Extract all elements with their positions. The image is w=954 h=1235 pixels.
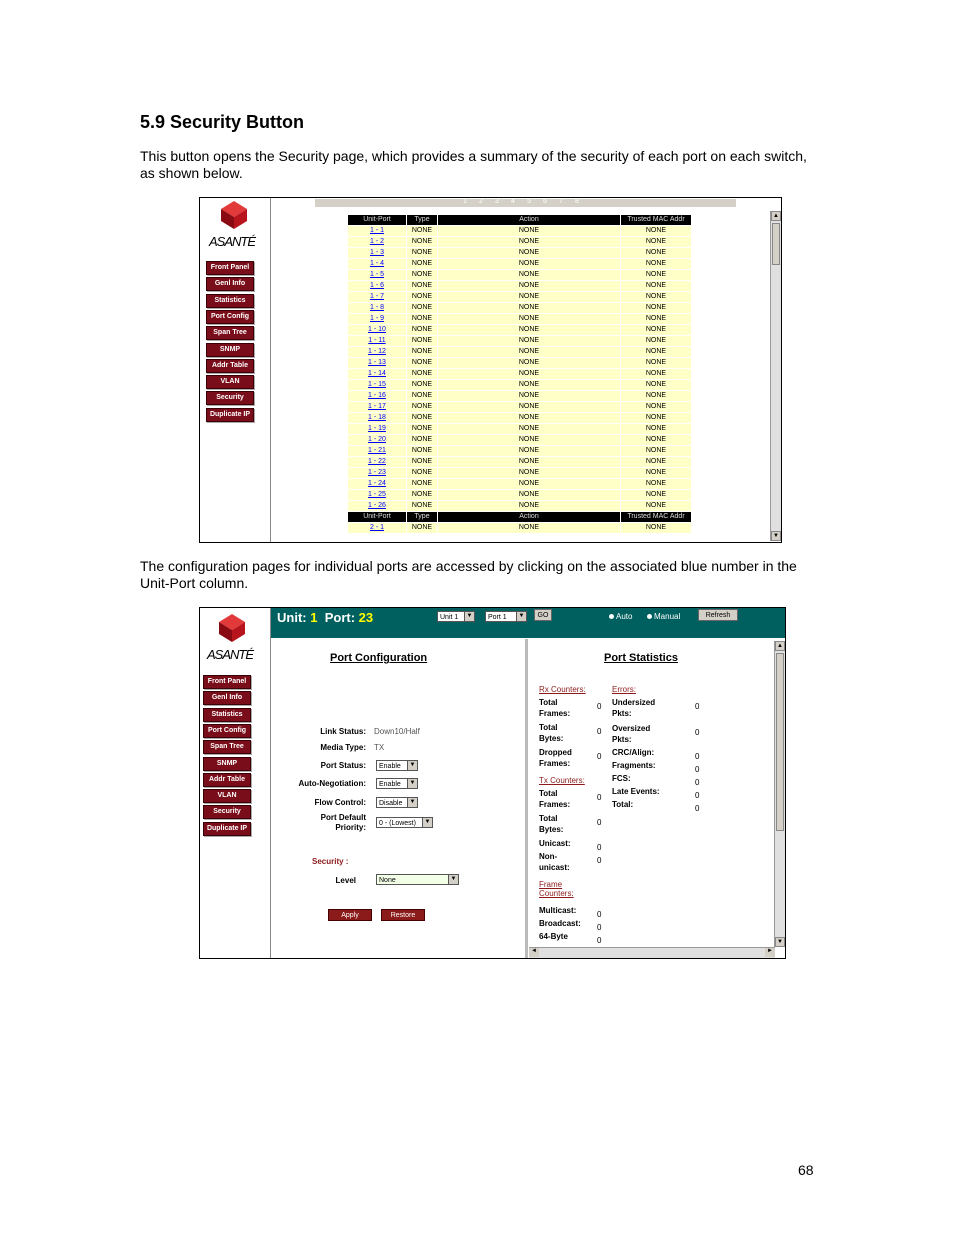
tx-stat-value: 0 <box>597 856 602 865</box>
error-stat-label: Late Events: <box>612 787 660 796</box>
table-cell: NONE <box>621 314 692 325</box>
go-button[interactable]: GO <box>534 609 552 621</box>
table-cell: NONE <box>438 391 621 402</box>
tx-stat-label: Non- unicast: <box>539 852 570 872</box>
page-link-2[interactable]: 2 <box>479 198 483 205</box>
table-cell: NONE <box>407 468 438 479</box>
nav-button-snmp[interactable]: SNMP <box>206 343 254 357</box>
error-stat-label: Total: <box>612 800 634 809</box>
chevron-down-icon: ▼ <box>464 612 474 621</box>
nav-button-span-tree[interactable]: Span Tree <box>203 740 251 754</box>
error-stat-value: 0 <box>695 765 700 774</box>
table-cell: NONE <box>621 402 692 413</box>
priority-select[interactable]: 0 - (Lowest) ▼ <box>376 817 433 828</box>
link-status-label: Link Status: <box>320 727 366 736</box>
nav-button-front-panel[interactable]: Front Panel <box>203 675 251 689</box>
table-cell: NONE <box>621 424 692 435</box>
port-status-select[interactable]: Enable ▼ <box>376 760 418 771</box>
column-header: Type <box>407 215 438 226</box>
table-cell: NONE <box>438 270 621 281</box>
panel-title: Port Statistics <box>604 652 678 664</box>
table-cell: NONE <box>621 281 692 292</box>
table-cell: NONE <box>407 435 438 446</box>
page-link-6[interactable]: 6 <box>543 198 547 205</box>
table-cell: NONE <box>407 391 438 402</box>
unit-port-link[interactable]: 1 - 4 <box>348 259 407 270</box>
top-bar <box>271 608 785 638</box>
horizontal-scrollbar[interactable] <box>529 947 775 958</box>
frame-stat-label: Multicast: <box>539 906 577 915</box>
unit-port-link[interactable]: 1 - 11 <box>348 336 407 347</box>
column-header: Trusted MAC Addr <box>621 215 692 226</box>
page-link-8[interactable]: 8 <box>575 198 579 205</box>
error-stat-value: 0 <box>695 728 700 737</box>
table-row <box>348 325 692 336</box>
unit-port-title <box>277 610 373 625</box>
table-cell: NONE <box>438 424 621 435</box>
table-header-row <box>348 215 692 226</box>
unit-port-link[interactable]: 1 - 5 <box>348 270 407 281</box>
table-cell: NONE <box>621 303 692 314</box>
table-row <box>348 501 692 512</box>
table-cell: NONE <box>407 237 438 248</box>
nav-button-genl-info[interactable]: Genl Info <box>206 277 254 291</box>
frame-stat-value: 0 <box>597 910 602 919</box>
error-stat-label: CRC/Align: <box>612 748 655 757</box>
tx-stat-value: 0 <box>597 843 602 852</box>
table-row <box>348 457 692 468</box>
table-cell: NONE <box>621 391 692 402</box>
table-cell: NONE <box>438 314 621 325</box>
table-cell: NONE <box>621 446 692 457</box>
table-cell: NONE <box>438 237 621 248</box>
column-header: Type <box>407 512 438 523</box>
port-config-screenshot <box>199 607 786 959</box>
table-cell: NONE <box>621 325 692 336</box>
column-header: Unit-Port <box>348 512 407 523</box>
unit-port-link[interactable]: 1 - 10 <box>348 325 407 336</box>
panel-title: Port Configuration <box>330 652 428 664</box>
rx-stat-label: Total Frames: <box>539 698 571 718</box>
manual-radio[interactable]: Manual <box>647 612 680 621</box>
nav-button-vlan[interactable]: VLAN <box>203 789 251 803</box>
unit-port-link[interactable]: 2 - 1 <box>348 523 407 534</box>
unit-port-link[interactable]: 1 - 12 <box>348 347 407 358</box>
nav-button-statistics[interactable]: Statistics <box>206 294 254 308</box>
nav-button-duplicate-ip[interactable]: Duplicate IP <box>203 822 251 836</box>
table-cell: NONE <box>621 270 692 281</box>
table-cell: NONE <box>407 523 438 534</box>
table-cell: NONE <box>407 479 438 490</box>
tx-stat-value: 0 <box>597 818 602 827</box>
rx-stat-value: 0 <box>597 752 602 761</box>
table-row <box>348 523 692 534</box>
table-cell: NONE <box>438 259 621 270</box>
table-cell: NONE <box>621 523 692 534</box>
logo-cube-icon <box>219 200 249 230</box>
table-cell: NONE <box>621 501 692 512</box>
table-cell: NONE <box>438 336 621 347</box>
scroll-up-icon[interactable]: ▲ <box>771 211 781 221</box>
table-cell: NONE <box>407 490 438 501</box>
logo-text: ASANTÉ <box>207 647 254 662</box>
unit-port-link[interactable]: 1 - 15 <box>348 380 407 391</box>
unit-port-link[interactable]: 1 - 2 <box>348 237 407 248</box>
unit-port-link[interactable]: 1 - 16 <box>348 391 407 402</box>
chevron-down-icon: ▼ <box>448 875 458 884</box>
scroll-right-icon[interactable]: ► <box>765 948 775 957</box>
error-stat-value: 0 <box>695 702 700 711</box>
table-cell: NONE <box>621 336 692 347</box>
unit-port-link[interactable]: 1 - 9 <box>348 314 407 325</box>
table-row <box>348 435 692 446</box>
table-row <box>348 303 692 314</box>
table-cell: NONE <box>621 380 692 391</box>
table-row <box>348 314 692 325</box>
page-link-7[interactable]: 7 <box>559 198 563 205</box>
column-header: Trusted MAC Addr <box>621 512 692 523</box>
unit-port-link[interactable]: 1 - 8 <box>348 303 407 314</box>
unit-port-link[interactable]: 1 - 13 <box>348 358 407 369</box>
nav-button-port-config[interactable]: Port Config <box>203 724 251 738</box>
table-cell: NONE <box>438 369 621 380</box>
tx-counters-link[interactable]: Tx Counters: <box>539 776 585 785</box>
error-stat-value: 0 <box>695 778 700 787</box>
unit-port-link[interactable]: 1 - 26 <box>348 501 407 512</box>
logo-text: ASANTÉ <box>209 234 256 249</box>
flow-control-select[interactable]: Disable ▼ <box>376 797 418 808</box>
port-select[interactable]: Port 1 ▼ <box>485 611 527 622</box>
table-cell: NONE <box>407 303 438 314</box>
table-cell: NONE <box>621 347 692 358</box>
table-cell: NONE <box>407 336 438 347</box>
nav-button-vlan[interactable]: VLAN <box>206 375 254 389</box>
vertical-scrollbar[interactable] <box>770 211 781 541</box>
security-page-screenshot <box>199 197 782 543</box>
table-cell: NONE <box>407 248 438 259</box>
level-select[interactable]: None ▼ <box>376 874 459 885</box>
frame-counters-link[interactable]: Frame Counters: <box>539 880 574 898</box>
priority-label-2: Priority: <box>335 823 366 832</box>
column-header: Unit-Port <box>348 215 407 226</box>
table-cell: NONE <box>621 435 692 446</box>
table-cell: NONE <box>438 226 621 237</box>
table-row <box>348 413 692 424</box>
table-cell: NONE <box>438 281 621 292</box>
table-cell: NONE <box>407 358 438 369</box>
unit-port-link[interactable]: 1 - 24 <box>348 479 407 490</box>
link-status-value: Down10/Half <box>374 727 420 736</box>
error-stat-value: 0 <box>695 804 700 813</box>
unit-port-link[interactable]: 1 - 20 <box>348 435 407 446</box>
rx-stat-value: 0 <box>597 727 602 736</box>
chevron-down-icon: ▼ <box>407 761 417 770</box>
table-cell: NONE <box>407 369 438 380</box>
table-row <box>348 270 692 281</box>
tx-stat-label: Total Frames: <box>539 789 571 809</box>
error-stat-label: Undersized Pkts: <box>612 698 656 718</box>
page-link-4[interactable]: 4 <box>511 198 515 205</box>
asante-logo <box>205 200 265 250</box>
between-paragraph: The configuration pages for individual ports are accessed by clicking on the associated blue number in the Unit-Port column. <box>140 558 797 591</box>
frame-stat-label: 64-Byte <box>539 932 568 941</box>
table-cell: NONE <box>438 402 621 413</box>
table-cell: NONE <box>438 325 621 336</box>
unit-port-link[interactable]: 1 - 1 <box>348 226 407 237</box>
rx-stat-label: Total Bytes: <box>539 723 564 743</box>
table-cell: NONE <box>438 248 621 259</box>
table-row <box>348 369 692 380</box>
nav-button-front-panel[interactable]: Front Panel <box>206 261 254 275</box>
scroll-down-icon[interactable]: ▼ <box>775 937 785 947</box>
priority-label-1: Port Default <box>320 813 366 822</box>
page-link-3[interactable]: 3 <box>495 198 499 205</box>
frame-stat-label: Broadcast: <box>539 919 581 928</box>
port-configuration-panel <box>271 639 528 958</box>
table-cell: NONE <box>621 226 692 237</box>
restore-button[interactable]: Restore <box>381 909 425 921</box>
unit-port-link[interactable]: 1 - 21 <box>348 446 407 457</box>
frame-stat-value: 0 <box>597 923 602 932</box>
table-cell: NONE <box>438 380 621 391</box>
table-cell: NONE <box>438 468 621 479</box>
intro-paragraph: This button opens the Security page, which provides a summary of the security of each port on each switch, as shown below. <box>140 148 807 181</box>
table-cell: NONE <box>407 226 438 237</box>
nav-button-duplicate-ip[interactable]: Duplicate IP <box>206 408 254 422</box>
table-cell: NONE <box>407 347 438 358</box>
table-cell: NONE <box>407 457 438 468</box>
rx-counters-link[interactable]: Rx Counters: <box>539 685 586 694</box>
nav-button-span-tree[interactable]: Span Tree <box>206 326 254 340</box>
scroll-thumb[interactable] <box>772 223 780 265</box>
unit-port-link[interactable]: 1 - 19 <box>348 424 407 435</box>
table-row <box>348 391 692 402</box>
unit-port-link[interactable]: 1 - 6 <box>348 281 407 292</box>
table-row <box>348 281 692 292</box>
logo-cube-icon <box>217 613 247 643</box>
tx-stat-label: Unicast: <box>539 839 571 848</box>
scroll-down-icon[interactable]: ▼ <box>771 531 781 541</box>
table-cell: NONE <box>438 479 621 490</box>
chevron-down-icon: ▼ <box>407 779 417 788</box>
port-status-label: Port Status: <box>320 761 366 770</box>
table-cell: NONE <box>407 501 438 512</box>
rx-stat-label: Dropped Frames: <box>539 748 572 768</box>
table-row <box>348 446 692 457</box>
errors-link[interactable]: Errors: <box>612 685 636 694</box>
error-stat-value: 0 <box>695 752 700 761</box>
sidebar <box>200 198 271 542</box>
table-cell: NONE <box>621 237 692 248</box>
vertical-scrollbar[interactable] <box>774 641 785 947</box>
table-row <box>348 402 692 413</box>
table-row <box>348 468 692 479</box>
page-number: 68 <box>798 1162 814 1178</box>
page-link-1[interactable]: 1 <box>463 198 467 205</box>
frame-stat-value: 0 <box>597 936 602 945</box>
table-cell: NONE <box>407 281 438 292</box>
table-cell: NONE <box>621 490 692 501</box>
table-cell: NONE <box>621 468 692 479</box>
error-stat-label: Fragments: <box>612 761 656 770</box>
column-header: Action <box>438 512 621 523</box>
apply-button[interactable]: Apply <box>328 909 372 921</box>
table-cell: NONE <box>407 380 438 391</box>
table-cell: NONE <box>438 303 621 314</box>
chevron-down-icon: ▼ <box>407 798 417 807</box>
asante-logo <box>203 613 263 663</box>
unit-port-link[interactable]: 1 - 23 <box>348 468 407 479</box>
table-row <box>348 292 692 303</box>
table-cell: NONE <box>621 358 692 369</box>
unit-port-link[interactable]: 1 - 3 <box>348 248 407 259</box>
table-cell: NONE <box>621 259 692 270</box>
port-statistics-panel <box>529 639 785 958</box>
table-cell: NONE <box>407 446 438 457</box>
port-value: 23 <box>358 610 374 625</box>
unit-value: 1 <box>310 610 318 625</box>
table-cell: NONE <box>621 369 692 380</box>
security-table <box>347 214 692 534</box>
table-cell: NONE <box>407 259 438 270</box>
scroll-up-icon[interactable]: ▲ <box>775 641 785 651</box>
scroll-left-icon[interactable]: ◄ <box>529 948 539 957</box>
table-row <box>348 380 692 391</box>
table-row <box>348 358 692 369</box>
table-cell: NONE <box>438 523 621 534</box>
nav-button-addr-table[interactable]: Addr Table <box>206 359 254 373</box>
table-cell: NONE <box>438 446 621 457</box>
auto-negotiation-select[interactable]: Enable ▼ <box>376 778 418 789</box>
table-cell: NONE <box>438 358 621 369</box>
security-label: Security : <box>312 857 349 866</box>
table-row <box>348 248 692 259</box>
error-stat-label: FCS: <box>612 774 631 783</box>
nav-button-snmp[interactable]: SNMP <box>203 757 251 771</box>
table-row <box>348 259 692 270</box>
unit-port-link[interactable]: 1 - 22 <box>348 457 407 468</box>
table-row <box>348 226 692 237</box>
flow-control-label: Flow Control: <box>314 798 366 807</box>
table-cell: NONE <box>407 402 438 413</box>
table-cell: NONE <box>438 501 621 512</box>
error-stat-label: Oversized Pkts: <box>612 724 651 744</box>
unit-label: Unit: <box>277 610 307 625</box>
page-selector-bar <box>315 199 736 207</box>
error-stat-value: 0 <box>695 791 700 800</box>
chevron-down-icon: ▼ <box>516 612 526 621</box>
page-link-5[interactable]: 5 <box>527 198 531 205</box>
nav-button-security[interactable]: Security <box>203 805 251 819</box>
table-cell: NONE <box>621 457 692 468</box>
nav-button-statistics[interactable]: Statistics <box>203 708 251 722</box>
scroll-thumb[interactable] <box>776 653 784 831</box>
table-row <box>348 479 692 490</box>
nav-button-port-config[interactable]: Port Config <box>206 310 254 324</box>
media-type-label: Media Type: <box>320 743 366 752</box>
table-cell: NONE <box>438 435 621 446</box>
table-cell: NONE <box>407 413 438 424</box>
nav-button-genl-info[interactable]: Genl Info <box>203 691 251 705</box>
table-cell: NONE <box>407 325 438 336</box>
rx-stat-value: 0 <box>597 702 602 711</box>
table-cell: NONE <box>621 292 692 303</box>
auto-negotiation-label: Auto-Negotiation: <box>298 779 366 788</box>
table-cell: NONE <box>407 292 438 303</box>
table-row <box>348 424 692 435</box>
media-type-value: TX <box>374 743 385 752</box>
table-cell: NONE <box>621 413 692 424</box>
table-row <box>348 237 692 248</box>
table-cell: NONE <box>407 424 438 435</box>
unit-select[interactable]: Unit 1 ▼ <box>437 611 475 622</box>
unit-port-link[interactable]: 1 - 25 <box>348 490 407 501</box>
table-cell: NONE <box>438 292 621 303</box>
table-row <box>348 490 692 501</box>
table-cell: NONE <box>407 270 438 281</box>
table-cell: NONE <box>438 413 621 424</box>
table-cell: NONE <box>438 490 621 501</box>
sidebar <box>200 608 271 958</box>
unit-port-link[interactable]: 1 - 14 <box>348 369 407 380</box>
level-label: Level <box>335 876 356 885</box>
tx-stat-label: Total Bytes: <box>539 814 564 834</box>
tx-stat-value: 0 <box>597 793 602 802</box>
section-heading: 5.9 Security Button <box>140 112 305 132</box>
nav-button-addr-table[interactable]: Addr Table <box>203 773 251 787</box>
table-row <box>348 336 692 347</box>
unit-port-link[interactable]: 1 - 18 <box>348 413 407 424</box>
table-cell: NONE <box>621 248 692 259</box>
unit-port-link[interactable]: 1 - 7 <box>348 292 407 303</box>
chevron-down-icon: ▼ <box>422 818 432 827</box>
refresh-button[interactable]: Refresh <box>698 609 738 621</box>
column-header: Action <box>438 215 621 226</box>
table-header-row <box>348 512 692 523</box>
unit-port-link[interactable]: 1 - 17 <box>348 402 407 413</box>
port-label: Port: <box>324 610 356 625</box>
table-row <box>348 347 692 358</box>
table-cell: NONE <box>407 314 438 325</box>
auto-radio[interactable]: Auto <box>609 612 632 621</box>
table-cell: NONE <box>438 347 621 358</box>
nav-button-security[interactable]: Security <box>206 391 254 405</box>
table-cell: NONE <box>438 457 621 468</box>
table-cell: NONE <box>621 479 692 490</box>
